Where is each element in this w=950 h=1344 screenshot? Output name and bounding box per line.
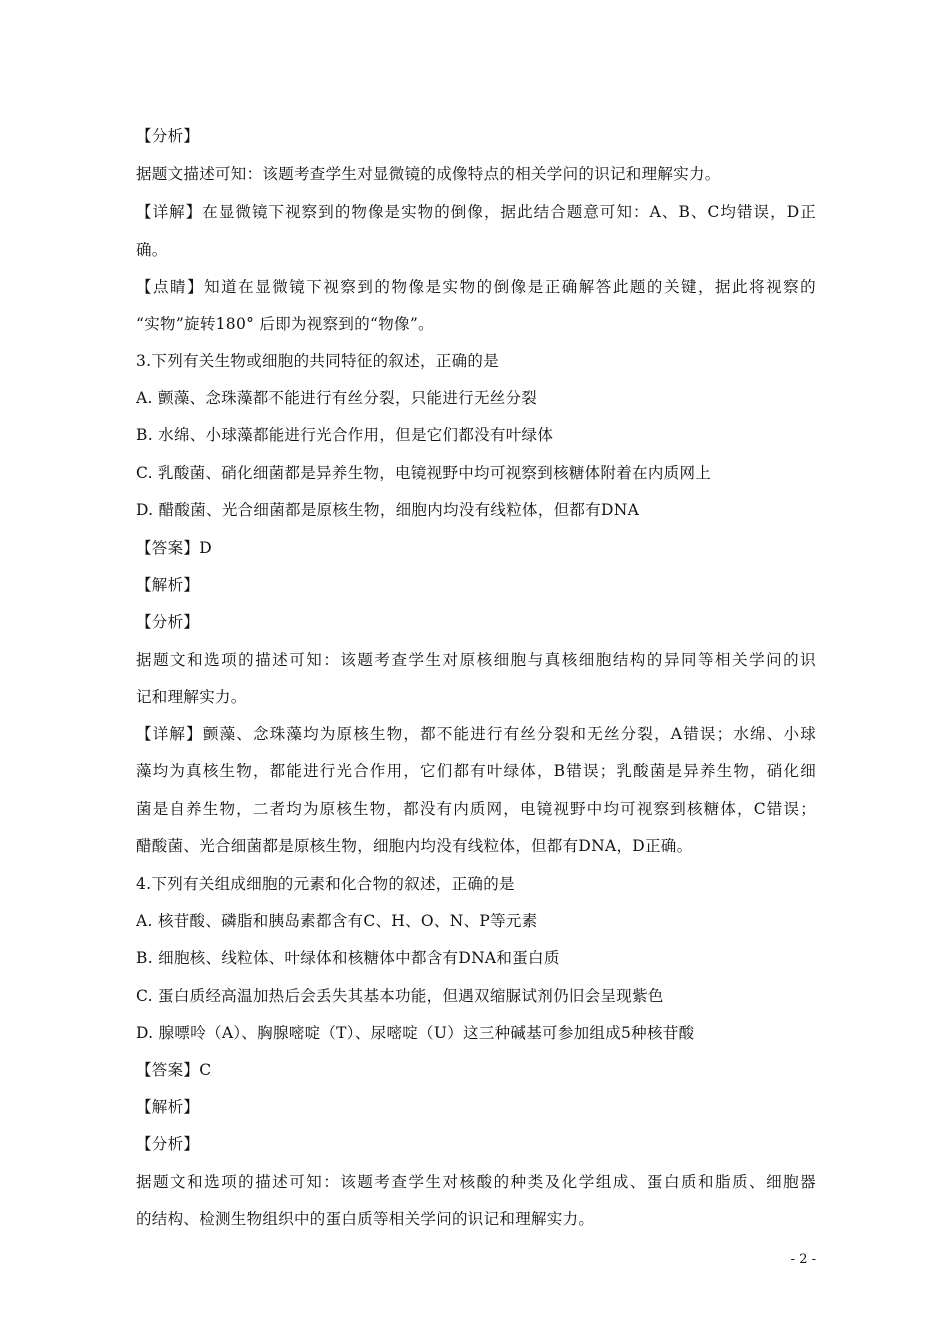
text-line: 确。 xyxy=(136,241,168,259)
text-line: 据题文和选项的描述可知：该题考查学生对原核细胞与真核细胞结构的异同等相关学问的识 xyxy=(136,651,816,669)
text-line: 【详解】颤藻、念珠藻均为原核生物，都不能进行有丝分裂和无丝分裂，A错误；水绵、小球 xyxy=(136,725,816,743)
answer-label: 【答案】C xyxy=(136,1061,212,1079)
text-line: 【点睛】知道在显微镜下视察到的物像是实物的倒像是正确解答此题的关键，据此将视察的 xyxy=(136,278,816,296)
option-a: A. 核苷酸、磷脂和胰岛素都含有C、H、O、N、P等元素 xyxy=(136,912,538,930)
text-line: 【分析】 xyxy=(136,613,200,631)
text-line: 【分析】 xyxy=(136,1135,200,1153)
option-d: D. 醋酸菌、光合细菌都是原核生物，细胞内均没有线粒体，但都有DNA xyxy=(136,501,640,519)
text-line: 【详解】在显微镜下视察到的物像是实物的倒像，据此结合题意可知：A、B、C均错误，D正 xyxy=(136,203,816,221)
option-a: A. 颤藻、念珠藻都不能进行有丝分裂，只能进行无丝分裂 xyxy=(136,389,538,407)
page-number: - 2 - xyxy=(790,1252,816,1267)
option-b: B. 细胞核、线粒体、叶绿体和核糖体中都含有DNA和蛋白质 xyxy=(136,949,560,967)
analysis-label: 【解析】 xyxy=(136,1098,200,1116)
text-line: 菌是自养生物，二者均为原核生物，都没有内质网，电镜视野中均可视察到核糖体，C错误； xyxy=(136,800,816,818)
text-line: 据题文描述可知：该题考查学生对显微镜的成像特点的相关学问的识记和理解实力。 xyxy=(136,165,721,183)
option-c: C. 乳酸菌、硝化细菌都是异养生物，电镜视野中均可视察到核糖体附着在内质网上 xyxy=(136,464,712,482)
question-stem: 4.下列有关组成细胞的元素和化合物的叙述，正确的是 xyxy=(136,875,515,893)
answer-label: 【答案】D xyxy=(136,539,212,557)
analysis-label: 【解析】 xyxy=(136,576,200,594)
option-b: B. 水绵、小球藻都能进行光合作用，但是它们都没有叶绿体 xyxy=(136,426,554,444)
text-line: 据题文和选项的描述可知：该题考查学生对核酸的种类及化学组成、蛋白质和脂质、细胞器 xyxy=(136,1173,816,1191)
option-c: C. 蛋白质经高温加热后会丢失其基本功能，但遇双缩脲试剂仍旧会呈现紫色 xyxy=(136,987,664,1005)
question-stem: 3.下列有关生物或细胞的共同特征的叙述，正确的是 xyxy=(136,352,499,370)
text-line: 【分析】 xyxy=(136,127,200,145)
text-line: 藻均为真核生物，都能进行光合作用，它们都有叶绿体，B错误；乳酸菌是异养生物，硝化细 xyxy=(136,762,816,780)
option-d: D. 腺嘌呤（A）、胸腺嘧啶（T）、尿嘧啶（U）这三种碱基可参加组成5种核苷酸 xyxy=(136,1024,695,1042)
text-line: 记和理解实力。 xyxy=(136,688,247,706)
text-line: 的结构、检测生物组织中的蛋白质等相关学问的识记和理解实力。 xyxy=(136,1210,595,1228)
text-line: 醋酸菌、光合细菌都是原核生物，细胞内均没有线粒体，但都有DNA，D正确。 xyxy=(136,837,693,855)
text-line: “实物”旋转180° 后即为视察到的“物像”。 xyxy=(136,315,434,333)
